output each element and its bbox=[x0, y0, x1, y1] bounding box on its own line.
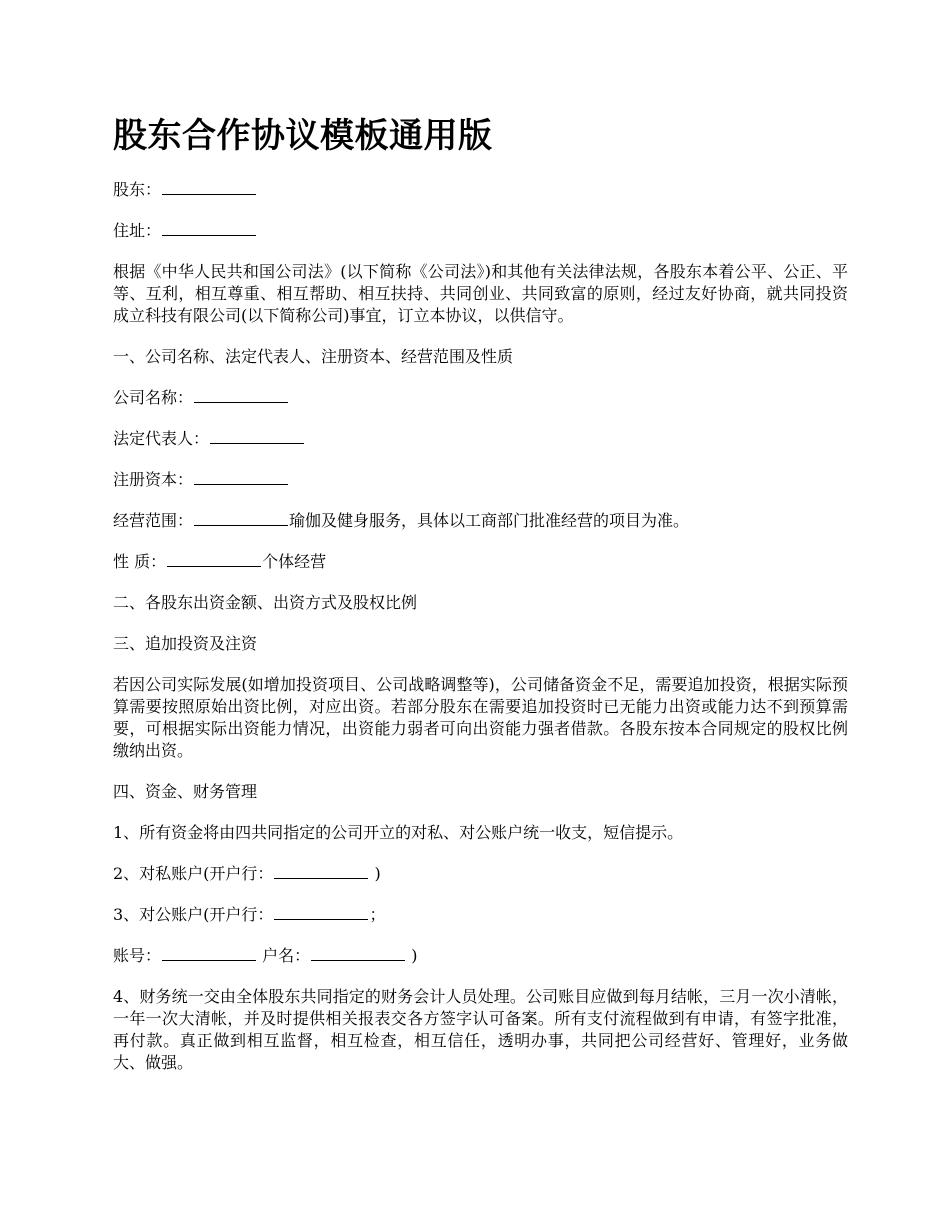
shareholder-label: 股东： bbox=[113, 180, 162, 199]
scope-field bbox=[113, 510, 848, 532]
account-line-end: ) bbox=[406, 946, 418, 965]
legal-rep-label: 法定代表人： bbox=[113, 429, 210, 448]
account-name-label: 户名： bbox=[257, 946, 311, 965]
public-account-label: 3、对公账户(开户行： bbox=[113, 905, 274, 924]
address-field bbox=[113, 220, 848, 242]
legal-rep-field bbox=[113, 428, 848, 450]
private-bank-blank bbox=[274, 863, 368, 879]
account-name-blank bbox=[311, 945, 405, 961]
section1-heading: 一、公司名称、法定代表人、注册资本、经营范围及性质 bbox=[113, 347, 514, 366]
finance-item-3 bbox=[113, 904, 848, 926]
intro-paragraph: 根据《中华人民共和国公司法》(以下简称《公司法》)和其他有关法律法规，各股东本着公平、公正、平等、互利，相互尊重、相互帮助、相互扶持、共同创业、共同致富的原则，经过友好协商，就共同投资成立科技有限公司(以下简称公司)事宜，订立本协议，以供信守。 bbox=[113, 262, 848, 325]
nature-field bbox=[113, 551, 848, 573]
nature-blank bbox=[167, 551, 261, 567]
private-account-end: ) bbox=[369, 864, 381, 883]
section3-heading: 三、追加投资及注资 bbox=[113, 634, 258, 653]
company-name-field bbox=[113, 387, 848, 409]
account-number-blank bbox=[162, 945, 256, 961]
capital-field bbox=[113, 469, 848, 491]
section2-heading: 二、各股东出资金额、出资方式及股权比例 bbox=[113, 593, 418, 612]
private-account-label: 2、对私账户(开户行： bbox=[113, 864, 274, 883]
company-name-label: 公司名称： bbox=[113, 388, 194, 407]
document-title: 股东合作协议模板通用版 bbox=[113, 116, 493, 156]
account-number-label: 账号： bbox=[113, 946, 162, 965]
finance-item-1: 1、所有资金将由四共同指定的公司开立的对私、对公账户统一收支，短信提示。 bbox=[113, 823, 684, 842]
scope-label: 经营范围： bbox=[113, 511, 194, 530]
public-account-end: ； bbox=[369, 905, 386, 924]
account-line bbox=[113, 945, 848, 967]
address-blank bbox=[162, 220, 256, 236]
company-name-blank bbox=[194, 387, 288, 403]
capital-label: 注册资本： bbox=[113, 470, 194, 489]
document-page bbox=[113, 112, 848, 1093]
nature-text: 个体经营 bbox=[262, 552, 327, 571]
finance-item-4: 4、财务统一交由全体股东共同指定的财务会计人员处理。公司账目应做到每月结帐，三月一次小清帐，一年一次大清帐，并及时提供相关报表交各方签字认可备案。所有支付流程做到有申请，有签字批准，再付款。真正做到相互监督，相互检查，相互信任，透明办事，共同把公司经营好、管理好，业务做大、做强。 bbox=[113, 987, 848, 1072]
capital-blank bbox=[194, 469, 288, 485]
public-bank-blank bbox=[274, 904, 368, 920]
section3-body: 若因公司实际发展(如增加投资项目、公司战略调整等)，公司储备资金不足，需要追加投资，根据实际预算需要按照原始出资比例，对应出资。若部分股东在需要追加投资时已无能力出资或能力达不到预算需要，可根据实际出资能力情况，出资能力弱者可向出资能力强者借款。各股东按本合同规定的股权比例缴纳出资。 bbox=[113, 675, 848, 760]
scope-text: 瑜伽及健身服务，具体以工商部门批准经营的项目为准。 bbox=[289, 511, 690, 530]
shareholder-blank bbox=[162, 179, 256, 195]
scope-blank bbox=[194, 510, 288, 526]
shareholder-field bbox=[113, 179, 848, 201]
legal-rep-blank bbox=[210, 428, 304, 444]
finance-item-2 bbox=[113, 863, 848, 885]
nature-label: 性 质： bbox=[113, 552, 167, 571]
section4-heading: 四、资金、财务管理 bbox=[113, 782, 258, 801]
address-label: 住址： bbox=[113, 221, 162, 240]
